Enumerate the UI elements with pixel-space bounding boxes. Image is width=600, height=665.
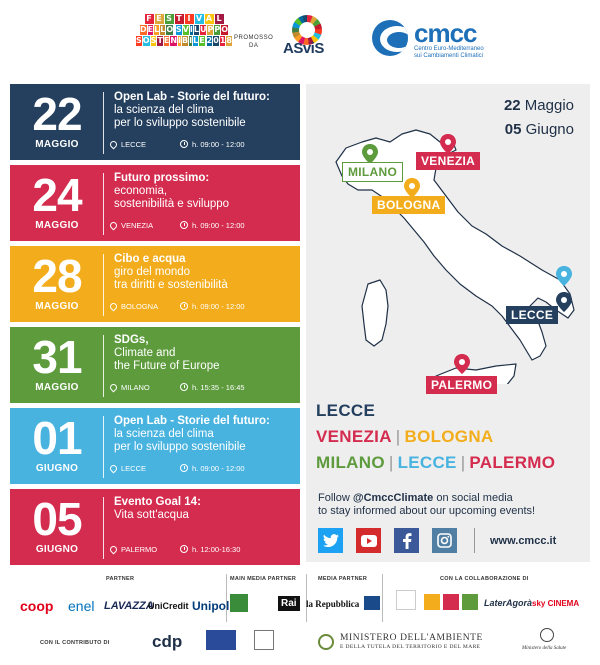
event-day: 31 [32, 331, 82, 383]
date2-month: Giugno [525, 121, 574, 138]
promosso-line: PROMOSSO [234, 35, 274, 41]
city-lecce-2: LECCE [397, 453, 457, 472]
event-meta [110, 140, 296, 149]
event-title: Evento Goal 14: [114, 496, 201, 508]
city-separator: | [395, 427, 401, 446]
festival-letter [174, 25, 175, 35]
coni-logo-icon [396, 590, 416, 610]
event-location [110, 302, 174, 311]
cmcc-swirl-icon [372, 20, 408, 56]
event-subtitle: la scienza del clima per lo sviluppo sostenibile [114, 428, 246, 453]
ministero-line1: MINISTERO DELL'AMBIENTE [340, 633, 483, 643]
sponsor-divider [382, 574, 383, 622]
map-tag-lecce: LECCE [506, 306, 558, 324]
festival-logo [136, 14, 232, 47]
festival-letter: 0 [213, 36, 219, 45]
event-date [16, 327, 98, 403]
twitter-icon[interactable] [318, 528, 343, 553]
header [0, 0, 600, 80]
event-city: BOLOGNA [121, 302, 159, 311]
event-location [110, 464, 174, 473]
event-city: LECCE [121, 140, 147, 149]
event-month: MAGGIO [35, 301, 79, 312]
festival-letter: A [205, 14, 213, 23]
event-subtitle: economia, sostenibilità e sviluppo [114, 185, 230, 210]
media-partner-label: MEDIA PARTNER [318, 576, 368, 582]
festival-letter: V [195, 14, 203, 23]
ministero-line2: E DELLA TUTELA DEL TERRITORIO E DEL MARE [340, 644, 481, 650]
clock-icon [180, 464, 188, 472]
festival-letter: I [189, 25, 193, 34]
ministero-ambiente-logo [340, 633, 483, 650]
sponsor-divider [306, 574, 307, 622]
festival-letter: O [142, 36, 150, 45]
festival-letter: V [182, 25, 189, 34]
event-date [16, 408, 98, 484]
mibact-logo-icon [254, 630, 274, 650]
sdg-tile-icon [462, 594, 478, 610]
map-tag-bologna: BOLOGNA [372, 196, 445, 214]
event-meta [110, 464, 296, 473]
festival-letter: N [170, 36, 178, 45]
festival-letter: S [150, 36, 157, 45]
event-city: LECCE [121, 464, 147, 473]
sardinia-outline [362, 280, 388, 346]
lateragora-logo: LaterAgorà [484, 598, 533, 608]
date1-day: 22 [503, 97, 521, 114]
repubblica-logo: la Repubblica [306, 599, 360, 609]
map-panel [306, 84, 590, 562]
event-day: 05 [32, 493, 82, 545]
event-hours: h. 12:00-16:30 [192, 545, 241, 554]
repubblica-emblem-icon [540, 628, 554, 642]
event-title: Open Lab - Storie del futuro: [114, 415, 270, 427]
city-separator: | [460, 453, 466, 472]
festival-letter: O [166, 25, 174, 34]
city-milano: MILANO [316, 453, 385, 472]
festival-letter: 8 [226, 36, 232, 45]
event-location [110, 140, 174, 149]
event-hours: h. 15:35 - 16:45 [192, 383, 245, 392]
festival-letter: L [193, 36, 199, 45]
enel-logo: enel [68, 598, 95, 614]
city-lecce: LECCE [316, 401, 376, 420]
eu-flag-icon [206, 630, 236, 650]
event-time [180, 140, 245, 149]
festival-letter: L [193, 25, 199, 34]
events-list [10, 84, 300, 570]
event-month: MAGGIO [35, 220, 79, 231]
event-city: PALERMO [121, 545, 158, 554]
festival-letter: L [216, 14, 222, 23]
city-bologna: BOLOGNA [404, 427, 494, 446]
festival-letter: E [199, 36, 205, 45]
event-hours: h. 09:00 - 12:00 [192, 464, 245, 473]
event-divider [103, 173, 104, 235]
sky-cinema-logo: sky CINEMA [532, 599, 580, 608]
event-card [10, 165, 300, 241]
sdg-tile-icon [443, 594, 459, 610]
sdg-tile-icon [424, 594, 440, 610]
city-palermo: PALERMO [469, 453, 556, 472]
event-location [110, 383, 174, 392]
event-subtitle: Climate and the Future of Europe [114, 347, 220, 372]
contributo-label: CON IL CONTRIBUTO DI [40, 640, 110, 646]
map-tag-milano: MILANO [342, 162, 403, 182]
asvis-logo-text: ASviS [283, 40, 324, 57]
festival-letter: E [147, 25, 154, 34]
event-date [16, 165, 98, 241]
da-line: DA [249, 43, 259, 49]
city-line-3 [316, 450, 555, 476]
map-tag-venezia: VENEZIA [416, 152, 480, 170]
event-meta [110, 545, 296, 554]
festival-letter: L [160, 25, 166, 34]
event-hours: h. 09:00 - 12:00 [192, 140, 245, 149]
event-location [110, 221, 174, 230]
event-time [180, 302, 245, 311]
festival-letter: 1 [219, 36, 226, 45]
follow-line-2: to stay informed about our upcoming events! [318, 505, 536, 517]
event-month: GIUGNO [35, 544, 79, 555]
festival-letter: S [166, 14, 172, 23]
city-separator: | [388, 453, 394, 472]
event-meta [110, 383, 296, 392]
festival-letter: D [140, 25, 147, 34]
event-month: GIUGNO [35, 463, 79, 474]
twitter-handle-link[interactable]: @CmccClimate [352, 492, 434, 504]
sponsors-footer [0, 568, 600, 665]
event-title: Open Lab - Storie del futuro: [114, 91, 270, 103]
sponsor-divider [226, 574, 227, 622]
lavazza-logo: LAVAZZA [104, 600, 154, 612]
event-city: VENEZIA [121, 221, 154, 230]
event-time [180, 464, 245, 473]
festival-letter: E [156, 14, 162, 23]
event-subtitle: Vita sott'acqua [114, 509, 189, 521]
anna-logo-icon [230, 594, 248, 612]
cmcc-subtitle-line1: Centro Euro-Mediterraneo [414, 46, 484, 52]
event-meta [110, 302, 296, 311]
event-hours: h. 09:00 - 12:00 [192, 221, 245, 230]
event-dates-range [504, 94, 574, 142]
event-subtitle: la scienza del clima per lo sviluppo sostenibile [114, 104, 246, 129]
festival-letter: U [199, 25, 207, 34]
promosso-da-label [234, 34, 273, 50]
location-pin-icon [109, 545, 119, 555]
event-card [10, 408, 300, 484]
ministero-salute-logo: Ministero della Salute [522, 646, 567, 651]
festival-logo-row [136, 36, 232, 46]
festival-letter: 2 [206, 36, 213, 45]
festival-letter: E [163, 36, 170, 45]
festival-letter: S [175, 25, 182, 34]
clock-icon [180, 383, 188, 391]
cdp-logo: cdp [152, 632, 183, 651]
clock-icon [180, 140, 188, 148]
festival-letter: O [221, 25, 228, 34]
event-divider [103, 416, 104, 478]
city-venezia: VENEZIA [316, 427, 392, 446]
facebook-icon[interactable] [394, 528, 419, 553]
event-divider [103, 92, 104, 154]
event-meta [110, 221, 296, 230]
clock-icon [180, 302, 188, 310]
clock-icon [180, 221, 188, 229]
festival-letter: F [146, 14, 152, 23]
event-city: MILANO [121, 383, 150, 392]
location-pin-icon [109, 221, 119, 231]
city-list [316, 398, 555, 476]
clock-icon [180, 545, 188, 553]
event-day: 01 [32, 412, 82, 464]
event-card [10, 327, 300, 403]
location-pin-icon [109, 302, 119, 312]
event-card [10, 246, 300, 322]
coop-logo: coop [20, 598, 54, 614]
event-divider [103, 497, 104, 559]
unipol-logo: Unipol [192, 599, 230, 613]
location-pin-icon [109, 464, 119, 474]
festival-letter: L [154, 25, 160, 34]
follow-social-text [318, 492, 580, 518]
festival-logo-row [140, 25, 228, 35]
event-subtitle: giro del mondo tra diritti e sostenibilità [114, 266, 228, 291]
date2-day: 05 [504, 121, 522, 138]
event-hours: h. 09:00 - 12:00 [192, 302, 245, 311]
date1-month: Maggio [524, 97, 574, 114]
festival-letter: I [185, 14, 194, 24]
cmcc-subtitle [414, 46, 484, 60]
event-card [10, 489, 300, 565]
event-time [180, 221, 245, 230]
event-date [16, 489, 98, 565]
event-day: 22 [32, 88, 82, 140]
city-line-2 [316, 424, 555, 450]
festival-letter: I [178, 36, 181, 45]
event-date [16, 246, 98, 322]
social-links [318, 528, 556, 553]
event-time [180, 545, 240, 554]
event-title: Futuro prossimo: [114, 172, 210, 184]
star-emblem-icon [318, 634, 334, 650]
unicredit-logo: UniCredit [148, 601, 189, 611]
website-link[interactable]: www.cmcc.it [490, 534, 557, 547]
event-date [16, 84, 98, 160]
event-location [110, 545, 174, 554]
event-divider [103, 254, 104, 316]
event-title: SDGs, [114, 334, 149, 346]
youtube-icon[interactable] [356, 528, 381, 553]
festival-letter: B [182, 36, 189, 45]
festival-letter: S [136, 36, 142, 45]
collaborazione-label: CON LA COLLABORAZIONE DI [440, 576, 529, 582]
city-line-1 [316, 398, 555, 424]
event-day: 28 [32, 250, 82, 302]
event-divider [103, 335, 104, 397]
instagram-icon[interactable] [432, 528, 457, 553]
event-month: MAGGIO [35, 382, 79, 393]
event-title: Cibo e acqua [114, 253, 186, 265]
festival-letter: P [214, 25, 221, 34]
main-media-partner-label: MAIN MEDIA PARTNER [230, 576, 297, 582]
rai-logo: Rai [278, 596, 300, 611]
tg-logo-icon [364, 596, 380, 610]
festival-letter: T [157, 36, 163, 45]
festival-letter: I [189, 36, 193, 45]
location-pin-icon [109, 140, 119, 150]
event-day: 24 [32, 169, 82, 221]
social-divider [474, 528, 475, 553]
festival-letter: T [176, 14, 182, 23]
partner-label: PARTNER [106, 576, 135, 582]
follow-post: on social media [433, 492, 513, 504]
cmcc-logo-text: cmcc [414, 18, 477, 48]
map-tag-palermo: PALERMO [426, 376, 497, 394]
event-card [10, 84, 300, 160]
festival-logo-row [140, 14, 228, 24]
location-pin-icon [109, 383, 119, 393]
event-time [180, 383, 245, 392]
festival-letter: P [207, 25, 214, 34]
cmcc-subtitle-line2: sui Cambiamenti Climatici [414, 53, 484, 59]
follow-pre: Follow [318, 492, 353, 504]
event-month: MAGGIO [35, 139, 79, 150]
